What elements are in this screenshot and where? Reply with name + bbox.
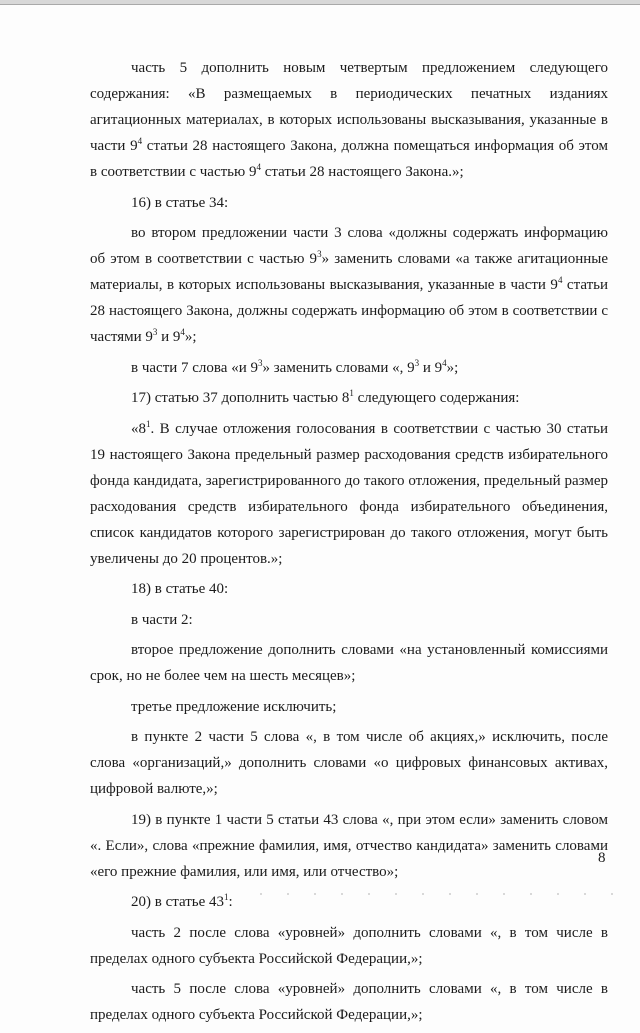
text-run: в пункте 2 части 5 слова «, в том числе об акциях,» исключить, после слова «организаций,» дополнить словами «о цифровых финансовых активах, цифровой валюте,»; xyxy=(90,729,608,797)
text-run: » заменить словами «а также агитационные материалы, в которых использованы высказывания, указанные в части 9 xyxy=(90,251,608,293)
paragraph xyxy=(90,920,608,972)
superscript: 4 xyxy=(137,136,143,146)
text-run: 19) в пункте 1 части 5 статьи 43 слова «, при этом если» заменить словом «. Если», слова «прежние фамилия, имя, отчество кандидата» заменить словами «его прежние фамилия, или имя, или отчество»; xyxy=(90,811,608,880)
text-run: и 9 xyxy=(419,359,443,376)
superscript: 3 xyxy=(258,357,263,368)
scan-bottom-artifacts xyxy=(260,893,620,895)
text-run: 16) в статье 34: xyxy=(131,194,229,211)
paragraph xyxy=(90,807,608,885)
text-run: статьи 28 настоящего Закона.»; xyxy=(260,164,464,180)
text-run: »; xyxy=(446,359,459,376)
text-run: во втором предложении части 3 слова «должны содержать информацию об этом в соответствии с частью 9 xyxy=(90,225,608,267)
paragraph xyxy=(90,190,608,216)
superscript: 4 xyxy=(557,275,563,285)
superscript: 4 xyxy=(256,162,261,172)
text-run: третье предложение исключить; xyxy=(131,698,337,715)
text-run: часть 5 дополнить новым четвертым предложением следующего содержания: «В размещаемых в периодических печатных изданиях агитационных материалах, в которых использованы высказывания, указанные в части 9 xyxy=(90,60,608,154)
text-run: часть 2 после слова «уровней» дополнить словами «, в том числе в пределах одного субъекта Российской Федерации,»; xyxy=(90,924,608,967)
superscript: 3 xyxy=(152,327,158,337)
paragraph xyxy=(90,976,608,1028)
text-run: в части 7 слова «и 9 xyxy=(131,359,258,376)
paragraph xyxy=(90,220,608,350)
text-run: : xyxy=(228,894,233,910)
document-body xyxy=(90,55,608,1033)
text-run: . В случае отложения голосования в соответствии с частью 30 статьи 19 настоящего Закона предельный размер расходования средств избирательного фонда кандидата, зарегистрированного до такого отложения, предельный размер расходования средств избирательного фонда избирательного объединения, список кандидатов которого зарегистрирован до такого отложения, могут быть увеличены до 20 процентов.»; xyxy=(90,420,608,567)
superscript: 3 xyxy=(317,249,322,259)
text-run: «8 xyxy=(131,420,146,437)
text-run: и 9 xyxy=(157,329,181,345)
text-run: часть 5 после слова «уровней» дополнить словами «, в том числе в пределах одного субъекта Российской Федерации,»; xyxy=(90,981,608,1023)
text-run: статьи 28 настоящего Закона, должна помещаться информация об этом в соответствии с частью 9 xyxy=(90,138,608,180)
paragraph xyxy=(90,724,608,802)
superscript: 1 xyxy=(224,892,229,902)
text-run: в части 2: xyxy=(131,611,193,628)
paragraph xyxy=(90,385,608,411)
text-run: » заменить словами «, 9 xyxy=(262,359,415,376)
paragraph xyxy=(90,55,608,185)
text-run: »; xyxy=(184,329,197,345)
superscript: 1 xyxy=(146,418,151,429)
text-run: 17) статью 37 дополнить частью 8 xyxy=(131,390,350,406)
superscript: 4 xyxy=(180,327,185,337)
paragraph xyxy=(90,637,608,689)
paragraph xyxy=(90,694,608,720)
superscript: 3 xyxy=(414,357,420,368)
page-number: 8 xyxy=(598,850,606,866)
scan-top-line xyxy=(0,4,640,5)
superscript: 4 xyxy=(442,357,447,368)
paragraph xyxy=(90,576,608,602)
paragraph xyxy=(90,607,608,633)
text-run: следующего содержания: xyxy=(353,390,520,406)
text-run: 20) в статье 43 xyxy=(131,894,225,910)
text-run: второе предложение дополнить словами «на установленный комиссиями срок, но не более чем на шесть месяцев»; xyxy=(90,642,608,684)
paragraph xyxy=(90,355,608,381)
text-run: 18) в статье 40: xyxy=(131,581,229,597)
text-run: статьи 28 настоящего Закона, должны содержать информацию об этом в соответствии с частями 9 xyxy=(90,277,609,345)
paragraph xyxy=(90,416,608,572)
superscript: 1 xyxy=(349,388,354,398)
